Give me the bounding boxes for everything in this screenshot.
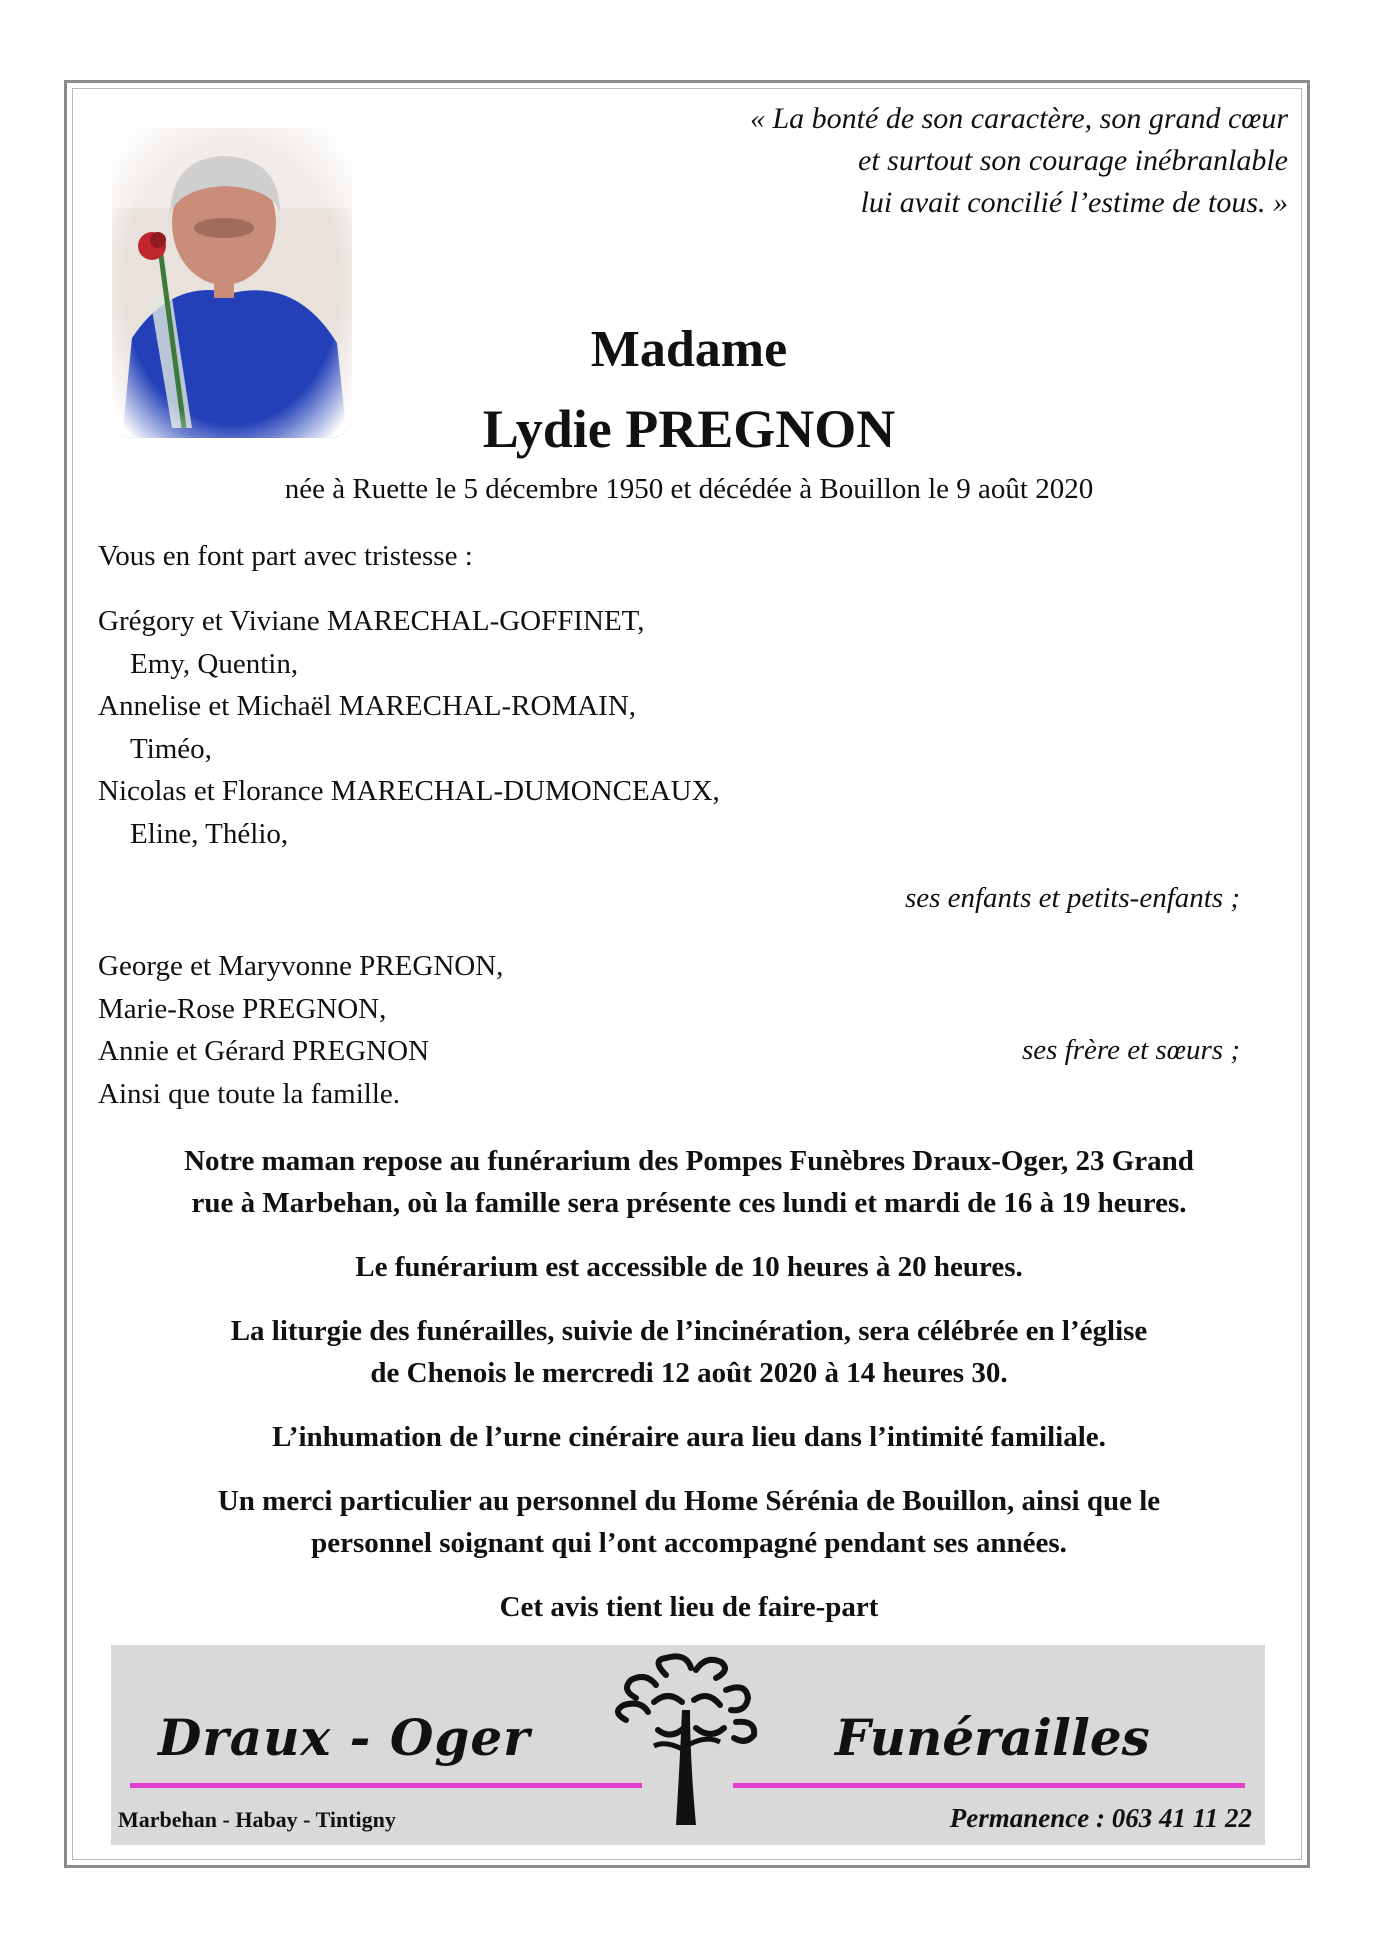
family-line: Nicolas et Florance MARECHAL-DUMONCEAUX,	[98, 775, 720, 807]
notice-line: L’inhumation de l’urne cinéraire aura lieu dans l’intimité familiale.	[272, 1421, 1106, 1453]
notice-line: personnel soignant qui l’ont accompagné pendant ses années.	[311, 1527, 1067, 1559]
notice-thanks	[0, 1480, 1378, 1564]
family-line: Emy, Quentin,	[130, 647, 299, 680]
family-line: Annie et Gérard PREGNON	[98, 1035, 430, 1067]
accent-line-right	[733, 1783, 1245, 1788]
deceased-name-block	[0, 318, 1378, 462]
notice-liturgy	[0, 1310, 1378, 1394]
brand-tagline: Funérailles	[835, 1708, 1150, 1767]
family-line: George et Maryvonne PREGNON,	[98, 950, 504, 982]
notice-line: Cet avis tient lieu de faire-part	[499, 1591, 879, 1623]
announcement-line: Vous en font part avec tristesse :	[98, 540, 473, 572]
siblings-list	[98, 945, 503, 1115]
family-line: Ainsi que toute la famille.	[98, 1077, 401, 1110]
phone-contact: Permanence : 063 41 11 22	[949, 1803, 1252, 1833]
notice-line: Notre maman repose au funérarium des Pompes Funèbres Draux-Oger, 23 Grand	[184, 1145, 1194, 1177]
children-label: ses enfants et petits-enfants ;	[904, 882, 1240, 914]
notice-line: Un merci particulier au personnel du Home Sérénia de Bouillon, ainsi que le	[217, 1485, 1161, 1517]
quote-line: « La bonté de son caractère, son grand cœur	[749, 102, 1288, 135]
notice-line: Le funérarium est accessible de 10 heures à 20 heures.	[355, 1251, 1023, 1283]
epitaph-quote	[750, 98, 1288, 224]
siblings-label: ses frère et sœurs ;	[1021, 1034, 1240, 1066]
notice-hours	[0, 1246, 1378, 1288]
family-line: Grégory et Viviane MARECHAL-GOFFINET,	[98, 605, 645, 637]
family-line: Marie-Rose PREGNON,	[98, 992, 387, 1025]
quote-line: et surtout son courage inébranlable	[858, 144, 1288, 177]
children-list	[98, 600, 1248, 855]
birth-death-line: née à Ruette le 5 décembre 1950 et décédée à Bouillon le 9 août 2020	[284, 473, 1094, 505]
notice-line: rue à Marbehan, où la famille sera présente ces lundi et mardi de 16 à 19 heures.	[191, 1187, 1187, 1219]
quote-line: lui avait concilié l’estime de tous. »	[860, 186, 1288, 219]
deceased-name: Lydie PREGNON	[482, 399, 896, 459]
funeral-notices	[0, 1140, 1378, 1650]
locations: Marbehan - Habay - Tintigny	[118, 1807, 396, 1832]
notice-line: La liturgie des funérailles, suivie de l’incinération, sera célébrée en l’église	[230, 1315, 1148, 1347]
notice-faire-part	[0, 1586, 1378, 1628]
tree-logo-icon	[596, 1650, 776, 1840]
notice-repose	[0, 1140, 1378, 1224]
family-line: Annelise et Michaël MARECHAL-ROMAIN,	[98, 690, 637, 722]
accent-line-left	[130, 1783, 642, 1788]
family-line: Timéo,	[130, 732, 212, 765]
honorific: Madame	[590, 321, 788, 378]
notice-line: de Chenois le mercredi 12 août 2020 à 14 heures 30.	[370, 1357, 1008, 1389]
notice-burial	[0, 1416, 1378, 1458]
brand-name: Draux - Oger	[158, 1708, 531, 1767]
family-line: Eline, Thélio,	[130, 817, 289, 850]
